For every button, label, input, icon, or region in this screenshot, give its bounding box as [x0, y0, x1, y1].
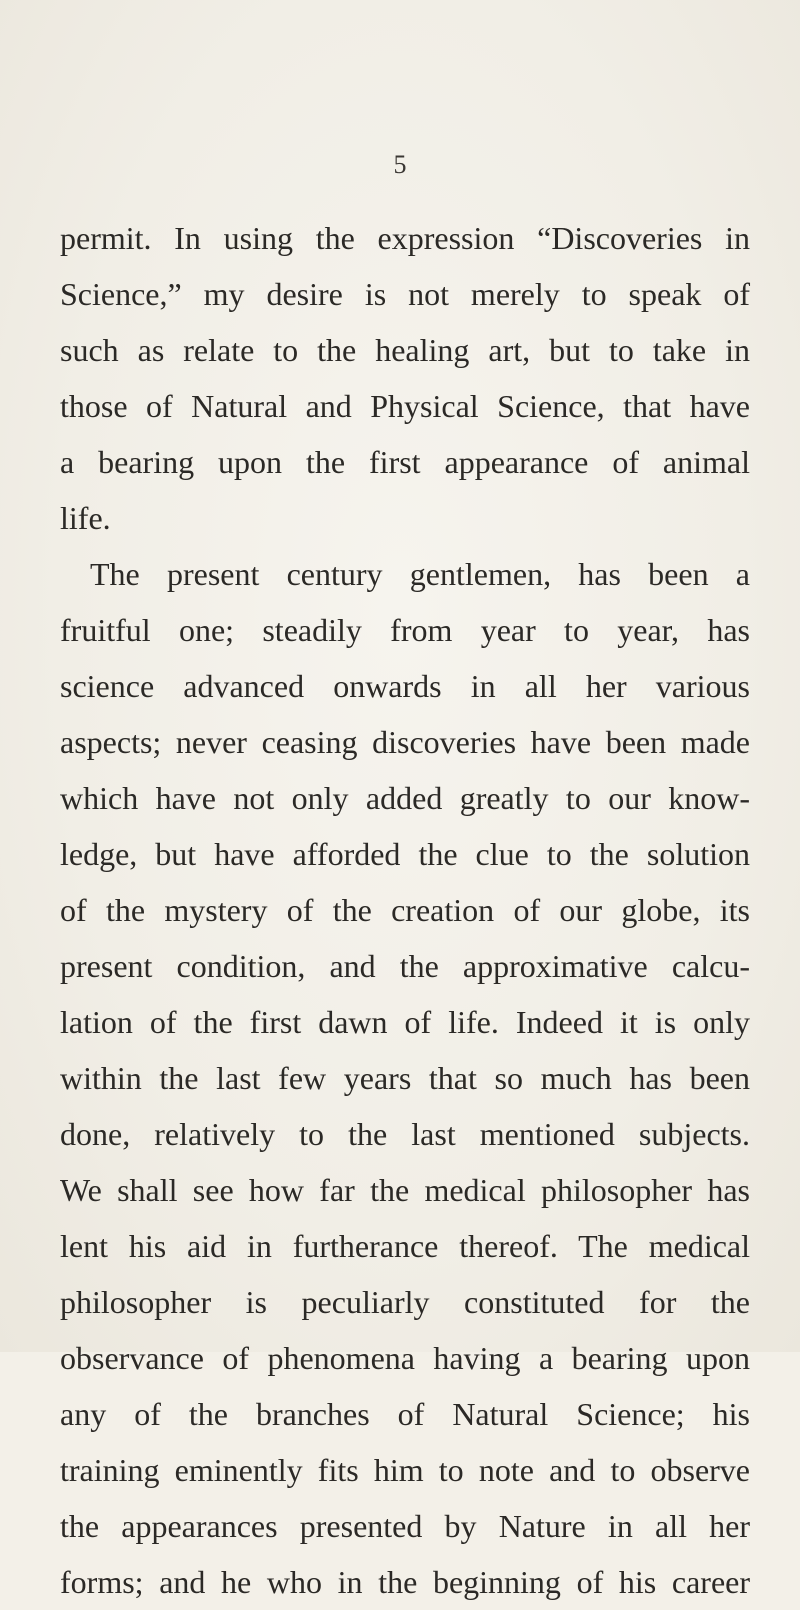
text-line: lation of the first dawn of life. Indeed it is only	[60, 1004, 750, 1040]
text-line: permit. In using the expression “Discoveries in	[60, 220, 750, 256]
text-line: done, relatively to the last mentioned subjects.	[60, 1116, 750, 1152]
text-line: observance of phenomena having a bearing upon	[60, 1340, 750, 1376]
text-line: which have not only added greatly to our know-	[60, 780, 750, 816]
text-line: a bearing upon the first appearance of animal	[60, 444, 750, 480]
paragraph-end-line: life.	[60, 500, 111, 536]
text-line: aspects; never ceasing discoveries have been made	[60, 724, 750, 760]
text-line: any of the branches of Natural Science; his	[60, 1396, 750, 1432]
text-line: philosopher is peculiarly constituted for the	[60, 1284, 750, 1320]
body-text	[60, 210, 750, 1610]
text-line: present condition, and the approximative calcu-	[60, 948, 750, 984]
text-line: training eminently fits him to note and to observe	[60, 1452, 750, 1488]
text-line: forms; and he who in the beginning of his career	[60, 1564, 750, 1600]
text-line: those of Natural and Physical Science, that have	[60, 388, 750, 424]
page-number: 5	[393, 150, 407, 179]
text-line: ledge, but have afforded the clue to the solution	[60, 836, 750, 872]
text-line: lent his aid in furtherance thereof. The medical	[60, 1228, 750, 1264]
text-line: fruitful one; steadily from year to year, has	[60, 612, 750, 648]
text-line: science advanced onwards in all her various	[60, 668, 750, 704]
paragraph-start-line: The present century gentlemen, has been a	[90, 556, 750, 592]
text-line: the appearances presented by Nature in all her	[60, 1508, 750, 1544]
text-line: Science,” my desire is not merely to speak of	[60, 276, 750, 312]
text-line: such as relate to the healing art, but to take in	[60, 332, 750, 368]
text-line: We shall see how far the medical philosopher has	[60, 1172, 750, 1208]
text-line: within the last few years that so much has been	[60, 1060, 750, 1096]
text-line: of the mystery of the creation of our globe, its	[60, 892, 750, 928]
